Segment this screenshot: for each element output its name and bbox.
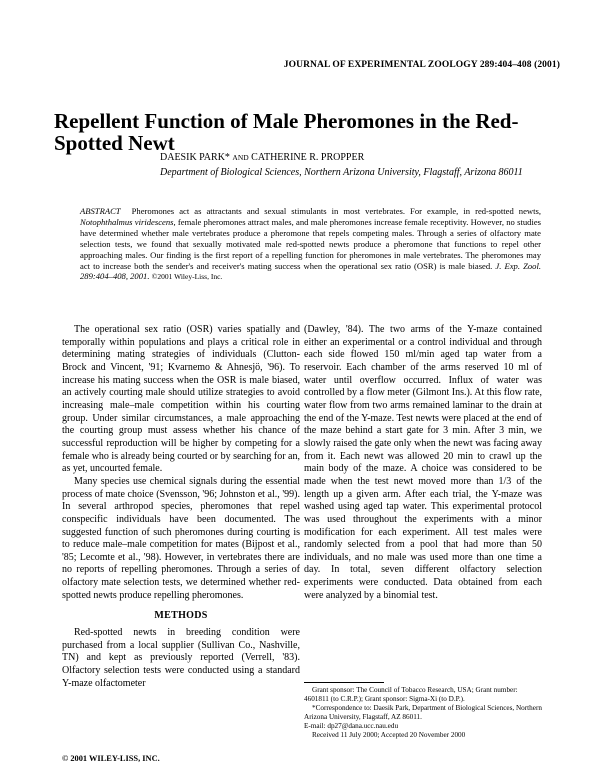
author-conjunction: AND (232, 153, 249, 162)
abstract-label: ABSTRACT (80, 206, 121, 216)
affiliation: Department of Biological Sciences, Northern Arizona University, Flagstaff, Arizona 86011 (160, 167, 523, 178)
body-paragraph: (Dawley, '84). The two arms of the Y-maze contained either an experimental or a control individual and through each side flowed 150 ml/min aged tap water from a reservoir. Each chamber of the arms reserved 10 ml of water until overflow occurred. Influx of water was controlled by a flow meter (Gilmont Ins.). At this flow rate, water flow from two arms remained laminar to the drain at the end of the Y-maze. Test newts were placed at the end of the maze behind a start gate for 3 min. After 3 min, we slowly raised the gate only when the newt was facing away from it. Each newt was allowed 20 min to crawl up the main body of the maze. A choice was considered to be made when the test newt moved more than 1/3 of the length up a given arm. After each trial, the Y-maze was washed using aged tap water. This experimental protocol was used throughout the experiments with a minor modification for each experiment. All test males were randomly selected from a pool that had more than 50 individuals, and no male was used more than one time a day. In total, seven different olfactory selection experiments were conducted. Data obtained from each were analyzed by a binomial test. (304, 324, 543, 601)
abstract-text-2: , female pheromones attract males, and male pheromones increase female receptivity. However, no studies have determined whether male vertebrates produce a pheromone that repels competing males. Through a series of olfactory mate selection tests, we found that sexually motivated male red-spotted newts produce a pheromone that functions to repel other approaching males. Our finding is the first report of a repelling function for pheromones in male vertebrates. The pheromones may act to increase both the sender's and receiver's mating success when the operational sex ratio (OSR) is male biased. (80, 216, 541, 271)
footnote-dates: Received 11 July 2000; Accepted 20 November 2000 (312, 731, 466, 739)
body-paragraph: The operational sex ratio (OSR) varies spatially and temporally within populations and plays a critical role in determining mating strategies of individuals (Clutton-Brock and Vincent, '91; Kvarnemo & Ahnesjö, '96). To increase his mating success when the OSR is male biased, an actively courting male should utilize strategies to avoid increasing male–male competition within his courting group. Under similar circumstances, a male approaching the courting group must assess whether his chance of successful reproduction will be higher by competing for a female who is already being courted or by searching for an, as yet, uncourted female. (62, 324, 300, 475)
footnote-divider (304, 682, 384, 683)
abstract-citation: J. Exp. Zool. 289:404–408, 2001. (80, 260, 541, 282)
footnote-email: E-mail: dp27@dana.ucc.nau.edu (304, 722, 399, 730)
body-paragraph: Many species use chemical signals during the essential process of mate choice (Svensson, '96; Johnston et al., '99). In several arthropod species, pheromones that repel conspecific individuals have been documented. The suggested function of such pheromones during courting is to reduce male–male competition for mates (Bijpost et al., '85; Lecomte et al., '98). However, in vertebrates there are no reports of repelling pheromones. Through a series of olfactory mate selection tests, we determined whether red-spotted newts produce repelling pheromones. (62, 475, 300, 601)
right-column (304, 324, 542, 602)
article-title: Repellent Function of Male Pheromones in the Red-Spotted Newt (54, 109, 519, 155)
left-column (62, 324, 300, 690)
footnotes (304, 686, 542, 740)
footnote-grant: Grant sponsor: The Council of Tobacco Research, USA; Grant number: 4601811 (to C.R.P.); Grant sponsor: Sigma-Xi (to D.P.). (304, 686, 518, 703)
abstract (80, 206, 541, 283)
copyright-footer: © 2001 WILEY-LISS, INC. (62, 754, 160, 763)
author-2: CATHERINE R. PROPPER (251, 152, 365, 163)
author-1: DAESIK PARK* (160, 152, 230, 163)
body-paragraph: Red-spotted newts in breeding condition were purchased from a local supplier (Sullivan Co., Nashville, TN) and kept as previously reported (Verrell, '83). Olfactory selection tests were conducted using a standard Y-maze olfactometer (62, 627, 300, 689)
abstract-species: Notophthalmus viridescens (80, 216, 174, 227)
methods-heading: METHODS (154, 610, 208, 622)
journal-header: JOURNAL OF EXPERIMENTAL ZOOLOGY 289:404–408 (2001) (283, 60, 560, 70)
footnote-correspondence: *Correspondence to: Daesik Park, Department of Biological Sciences, Northern Arizona University, Flagstaff, AZ 86011. (304, 704, 542, 721)
abstract-copyright: ©2001 Wiley-Liss, Inc. (151, 272, 223, 282)
author-line (160, 152, 364, 163)
abstract-text-1: Pheromones act as attractants and sexual stimulants in most vertebrates. For example, in red-spotted newts, (131, 206, 541, 216)
